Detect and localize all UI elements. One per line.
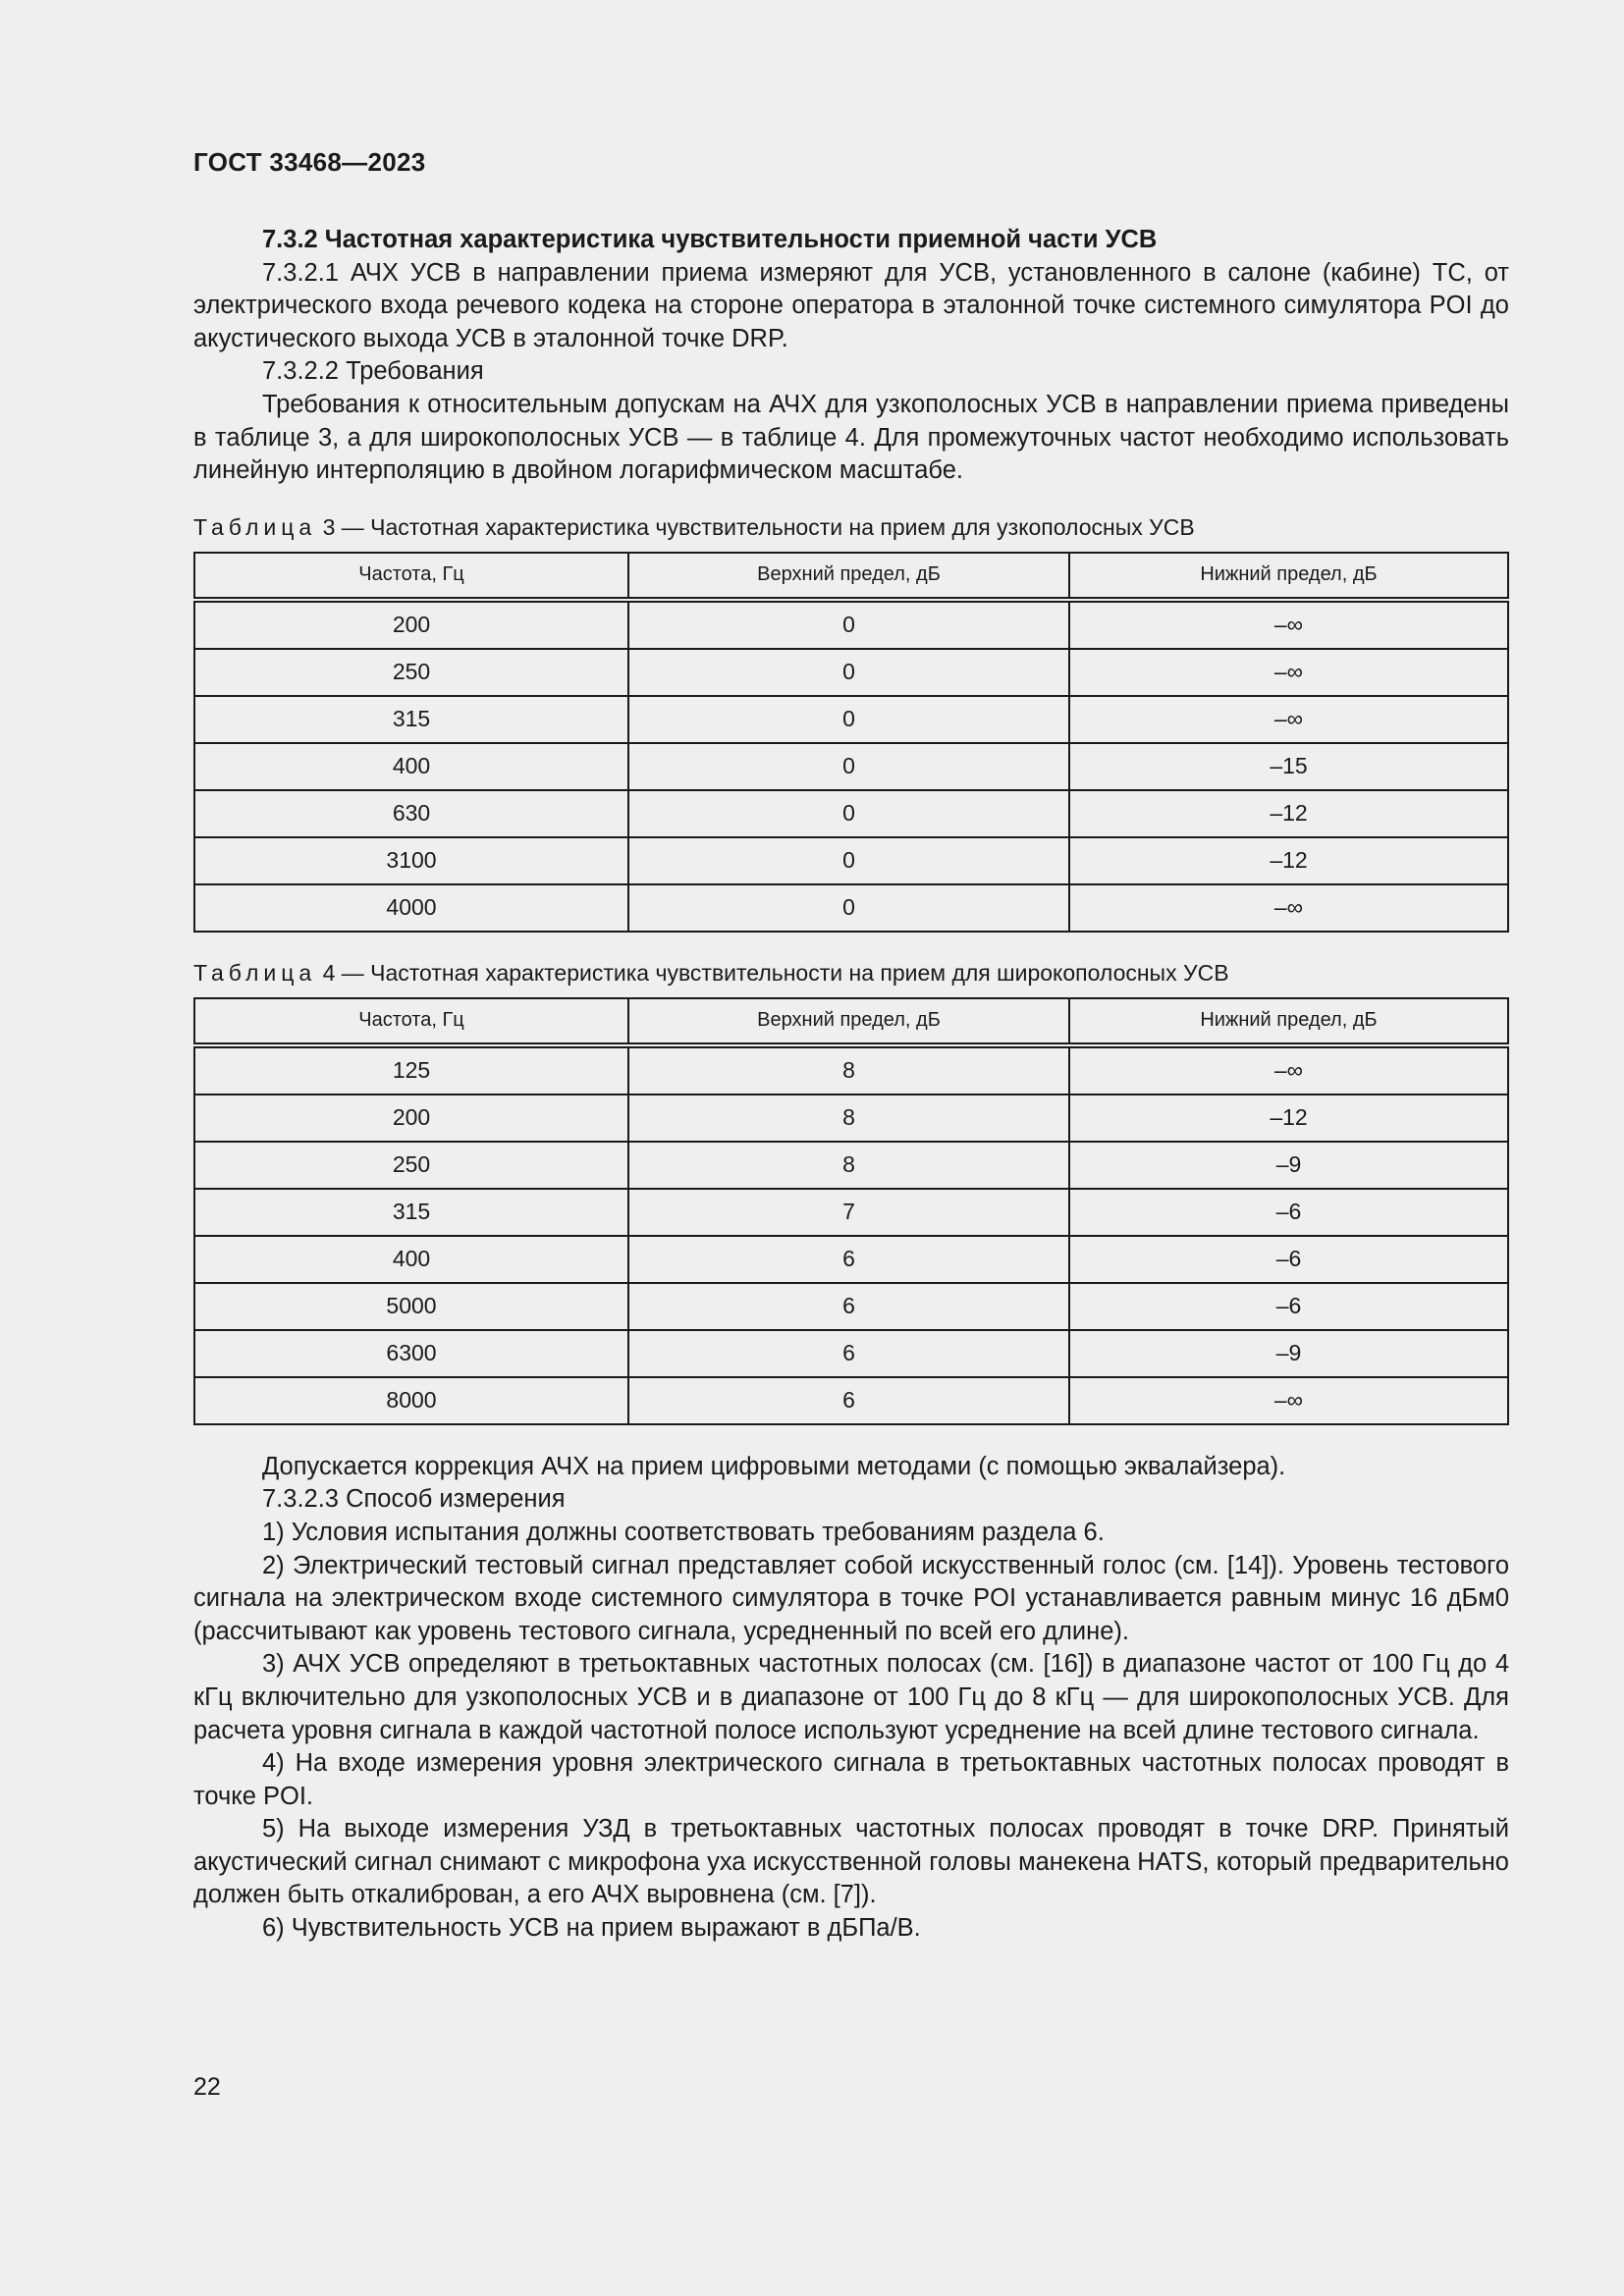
table-row xyxy=(194,884,1508,932)
paragraph: 6) Чувствительность УСВ на прием выражают в дБПа/В. xyxy=(262,1914,921,1943)
table-cell: –∞ xyxy=(1069,649,1508,696)
table-cell: –6 xyxy=(1069,1283,1508,1330)
table-cell: 8 xyxy=(628,1095,1069,1142)
table-header-row xyxy=(194,998,1508,1045)
table-cell: 200 xyxy=(194,600,628,649)
table3-caption xyxy=(193,512,1509,542)
table3-caption-word: Таблица xyxy=(193,513,317,540)
table-header-row xyxy=(194,553,1508,600)
table-row xyxy=(194,1283,1508,1330)
table-row xyxy=(194,837,1508,884)
table4-caption xyxy=(193,958,1509,988)
table3 xyxy=(193,552,1509,933)
paragraph: Требования к относительным допускам на АЧХ для узкополосных УСВ в направлении приема приведены в таблице 3, а для широкополосных УСВ — в таблице 4. Для промежуточных частот необходимо использовать линейную интерполяцию в двойном логарифмическом масштабе. xyxy=(193,390,1509,485)
table-cell: 6 xyxy=(628,1283,1069,1330)
table-cell: –∞ xyxy=(1069,1377,1508,1424)
table-row xyxy=(194,696,1508,743)
table-cell: 8 xyxy=(628,1045,1069,1095)
table-row xyxy=(194,600,1508,649)
table-cell: 0 xyxy=(628,790,1069,837)
paragraph: Допускается коррекция АЧХ на прием цифровыми методами (с помощью эквалайзера). xyxy=(262,1452,1286,1480)
table-cell: 6 xyxy=(628,1330,1069,1377)
table-cell: 8 xyxy=(628,1142,1069,1189)
table-cell: 200 xyxy=(194,1095,628,1142)
table-cell: –12 xyxy=(1069,837,1508,884)
table-cell: 630 xyxy=(194,790,628,837)
paragraph: 2) Электрический тестовый сигнал представляет собой искусственный голос (см. [14]). Уровень тестового сигнала на электрическом входе системного симулятора в точке POI устанавливается равным минус 16 дБм0 (рассчитывают как уровень тестового сигнала, усредненный по всей его длине). xyxy=(193,1551,1509,1645)
paragraph: 5) На выходе измерения УЗД в третьоктавных частотных полосах проводят в точке DRP. Принятый акустический сигнал снимают с микрофона уха искусственной головы манекена HATS, который предварительно должен быть откалиброван, а его АЧХ выровнена (см. [7]). xyxy=(193,1815,1509,1909)
table-row xyxy=(194,1330,1508,1377)
table-cell: –∞ xyxy=(1069,696,1508,743)
table-cell: –9 xyxy=(1069,1142,1508,1189)
table-cell: 250 xyxy=(194,1142,628,1189)
table-cell: 250 xyxy=(194,649,628,696)
table-row xyxy=(194,1045,1508,1095)
table-cell: 6 xyxy=(628,1377,1069,1424)
column-header: Верхний предел, дБ xyxy=(628,998,1069,1045)
column-header: Верхний предел, дБ xyxy=(628,553,1069,600)
table-cell: 5000 xyxy=(194,1283,628,1330)
table-cell: 0 xyxy=(628,837,1069,884)
column-header: Частота, Гц xyxy=(194,553,628,600)
table4 xyxy=(193,997,1509,1425)
paragraph: 7.3.2.1 АЧХ УСВ в направлении приема измеряют для УСВ, установленного в салоне (кабине) ТС, от электрического входа речевого кодека на стороне оператора в эталонной точке системного симулятора POI до акустического выхода УСВ в эталонной точке DRP. xyxy=(193,258,1509,352)
table-row xyxy=(194,743,1508,790)
section-heading: 7.3.2 Частотная характеристика чувствительности приемной части УСВ xyxy=(262,226,1158,253)
subsection-heading: 7.3.2.3 Способ измерения xyxy=(262,1485,566,1514)
table-cell: 315 xyxy=(194,1189,628,1236)
table-row xyxy=(194,790,1508,837)
table-cell: –∞ xyxy=(1069,600,1508,649)
table-row xyxy=(194,649,1508,696)
table-cell: –6 xyxy=(1069,1236,1508,1283)
table-cell: 8000 xyxy=(194,1377,628,1424)
table-cell: –∞ xyxy=(1069,884,1508,932)
column-header: Частота, Гц xyxy=(194,998,628,1045)
table-cell: –15 xyxy=(1069,743,1508,790)
paragraph: 3) АЧХ УСВ определяют в третьоктавных частотных полосах (см. [16]) в диапазоне частот от 100 Гц до 4 кГц включительно для узкополосных УСВ и в диапазоне от 100 Гц до 8 кГц — для широкополосных УСВ. Для расчета уровня сигнала в каждой частотной полосе используют усреднение на всей длине тестового сигнала. xyxy=(193,1650,1509,1744)
table-cell: –12 xyxy=(1069,790,1508,837)
table-cell: –12 xyxy=(1069,1095,1508,1142)
page-number: 22 xyxy=(193,2073,221,2101)
table-cell: 6 xyxy=(628,1236,1069,1283)
table4-caption-text: 4 — Частотная характеристика чувствительности на прием для широкополосных УСВ xyxy=(322,959,1229,986)
table-cell: 315 xyxy=(194,696,628,743)
page-content xyxy=(193,224,1509,1946)
table-cell: 400 xyxy=(194,743,628,790)
table-cell: –9 xyxy=(1069,1330,1508,1377)
table-cell: –∞ xyxy=(1069,1045,1508,1095)
table-cell: 4000 xyxy=(194,884,628,932)
column-header: Нижний предел, дБ xyxy=(1069,998,1508,1045)
subsection-heading: 7.3.2.2 Требования xyxy=(262,357,484,386)
table-row xyxy=(194,1142,1508,1189)
table-cell: 6300 xyxy=(194,1330,628,1377)
table4-caption-word: Таблица xyxy=(193,959,317,986)
table-row xyxy=(194,1377,1508,1424)
table-row xyxy=(194,1189,1508,1236)
table-cell: 0 xyxy=(628,696,1069,743)
document-code: ГОСТ 33468—2023 xyxy=(193,147,426,177)
table-cell: 0 xyxy=(628,649,1069,696)
table-cell: –6 xyxy=(1069,1189,1508,1236)
paragraph: 1) Условия испытания должны соответствовать требованиям раздела 6. xyxy=(262,1518,1105,1546)
table-cell: 400 xyxy=(194,1236,628,1283)
table-cell: 125 xyxy=(194,1045,628,1095)
table-cell: 0 xyxy=(628,884,1069,932)
table-cell: 3100 xyxy=(194,837,628,884)
table-cell: 0 xyxy=(628,743,1069,790)
paragraph: 4) На входе измерения уровня электрического сигнала в третьоктавных частотных полосах проводят в точке POI. xyxy=(193,1749,1509,1810)
table-cell: 7 xyxy=(628,1189,1069,1236)
measurement-section xyxy=(193,1451,1509,1946)
table3-caption-text: 3 — Частотная характеристика чувствительности на прием для узкополосных УСВ xyxy=(322,513,1195,540)
column-header: Нижний предел, дБ xyxy=(1069,553,1508,600)
table-row xyxy=(194,1236,1508,1283)
table-row xyxy=(194,1095,1508,1142)
table-cell: 0 xyxy=(628,600,1069,649)
